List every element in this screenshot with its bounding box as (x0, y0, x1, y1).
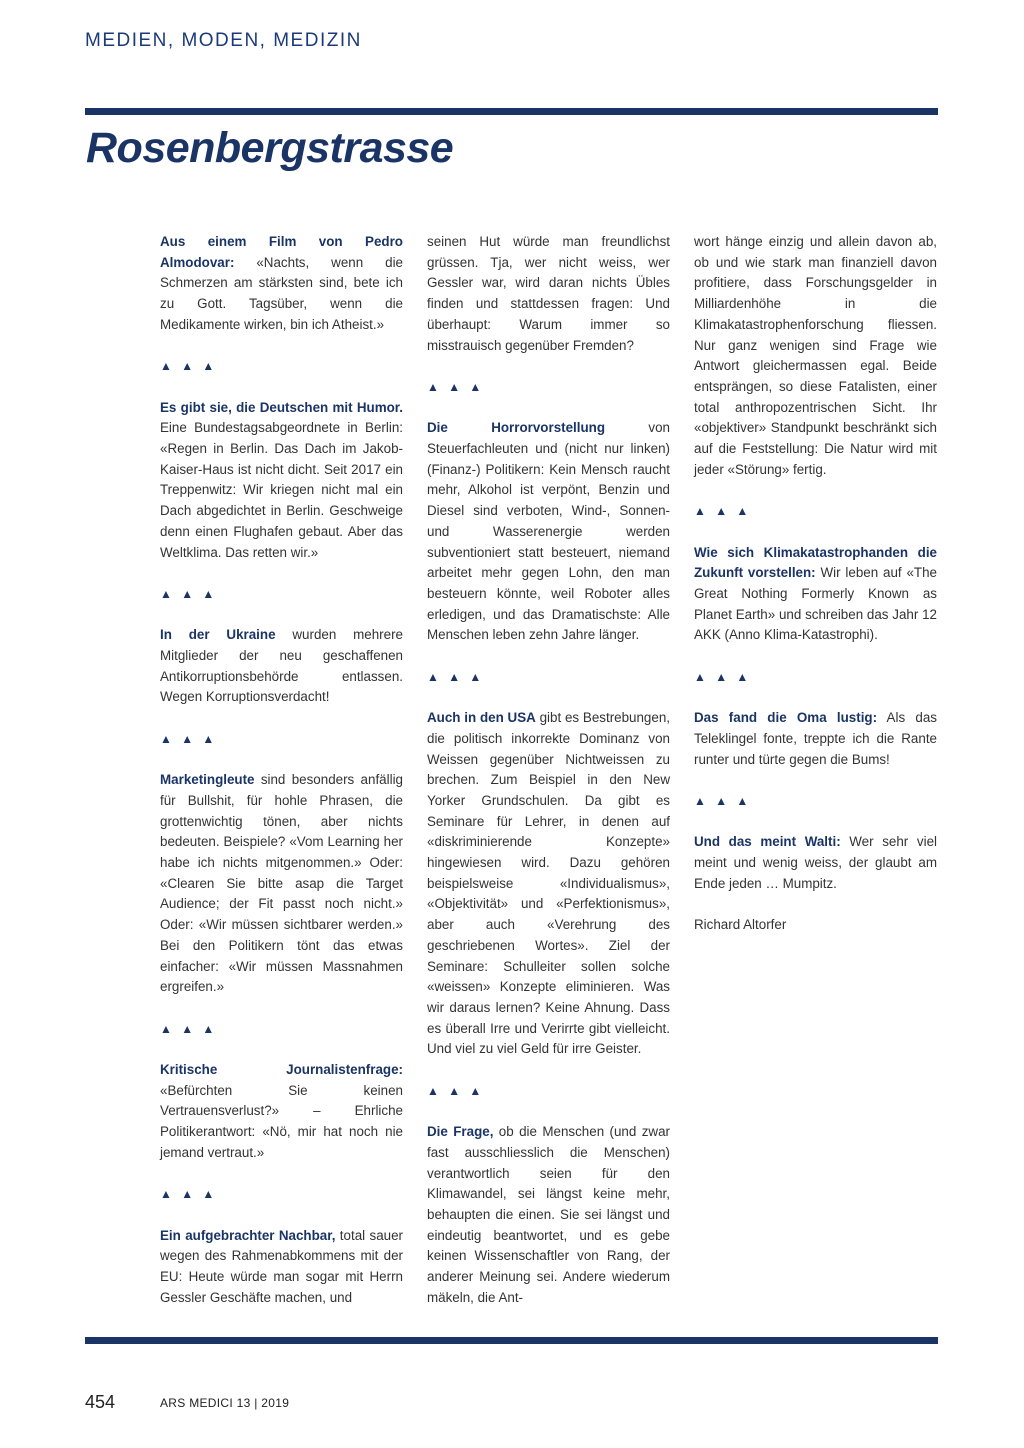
triangle-separator: ▲ ▲ ▲ (160, 1021, 218, 1036)
paragraph-text: Wir leben auf «The Great Nothing Formerly Known as Planet Earth» und schreiben das Jahr 12 AKK (Anno Klima-Katastrophi). (694, 565, 937, 643)
paragraph-lead: In der Ukraine (160, 627, 276, 643)
paragraph (694, 232, 937, 480)
top-rule (85, 108, 938, 115)
paragraph (160, 625, 403, 708)
paragraph (160, 770, 403, 998)
triangle-separator: ▲ ▲ ▲ (427, 669, 485, 684)
paragraph-lead: Und das meint Walti: (694, 834, 841, 850)
paragraph-text: sind besonders anfällig für Bullshit, für hohle Phrasen, die grottenwichtig tönen, aber nichts bedeuten. Beispiele? «Vom Learning her habe ich nichts mitgenommen.» Oder: «Clearen Sie bitte asap die Target Audience; der Fit passt noch nicht.» Oder: «Wir müssen sichtbarer werden.» Bei den Politikern tönt das etwas einfacher: «Wir müssen Massnahmen ergreifen.» (160, 772, 403, 995)
paragraph-text: wurden mehrere Mitglieder der neu geschaffenen Antikorruptionsbehörde entlassen. Wegen Korruptionsverdacht! (160, 627, 403, 705)
column-2 (427, 232, 670, 1329)
triangle-separator: ▲ ▲ ▲ (160, 359, 218, 374)
paragraph-text: «Nachts, wenn die Schmerzen am stärksten sind, bete ich zu Gott. Tagsüber, wenn die Medikamente wirken, bin ich Atheist.» (160, 254, 403, 332)
paragraph (160, 398, 403, 564)
paragraph-lead: Ein aufgebrachter Nachbar, (160, 1227, 336, 1243)
paragraph-lead: Das fand die Oma lustig: (694, 710, 878, 726)
paragraph (160, 1060, 403, 1164)
paragraph-lead: Kritische Journalistenfrage: (160, 1062, 403, 1077)
bottom-rule (85, 1337, 938, 1344)
triangle-separator: ▲ ▲ ▲ (427, 379, 485, 394)
paragraph-lead: Marketingleute (160, 772, 255, 788)
paragraph (694, 543, 937, 647)
paragraph (160, 1226, 403, 1309)
page-number: 454 (85, 1392, 116, 1412)
triangle-separator: ▲ ▲ ▲ (160, 1187, 218, 1202)
paragraph (160, 232, 403, 336)
triangle-separator: ▲ ▲ ▲ (694, 669, 752, 684)
paragraph-lead: Die Horrorvorstellung (427, 420, 606, 436)
paragraph-lead: Es gibt sie, die Deutschen mit Humor. (160, 399, 403, 415)
paragraph-text: total sauer wegen des Rahmenabkommens mit der EU: Heute würde man sogar mit Herrn Gessler Geschäfte machen, und (160, 1227, 403, 1305)
paragraph-text: gibt es Bestrebungen, die politisch inkorrekte Dominanz von Weissen gegenüber Nichtweissen zu brechen. Zum Beispiel in den New Yorker Grundschulen. Da gibt es Seminare für Lehrer, in denen auf «diskriminierende Konzepte» hingewiesen wird. Dazu gehören beispielsweise «Individualismus», «Objektivität» und «Perfektionismus», aber auch «Verehrung des geschriebenen Wortes». Ziel der Seminare: Schulleiter sollen solche «weissen» Konzepte eliminieren. Was wir daraus lernen? Keine Ahnung. Dass es überall Irre und Verirrte gibt vielleicht. Und viel zu viel Geld für irre Geister. (427, 710, 670, 1057)
paragraph-text: Als das Teleklingel fonte, treppte ich die Rante runter und türte gegen die Bums! (694, 710, 937, 767)
paragraph (427, 1122, 670, 1308)
triangle-separator: ▲ ▲ ▲ (694, 504, 752, 519)
paragraph (427, 418, 670, 646)
paragraph-lead: Auch in den USA (427, 710, 536, 726)
paragraph-text: «Befürchten Sie keinen Vertrauensverlust?» – Ehrliche Politikerantwort: «Nö, mir hat noch nie jemand vertraut.» (160, 1082, 403, 1160)
paragraph (694, 708, 937, 770)
page-title: Rosenbergstrasse (86, 124, 454, 172)
paragraph (694, 832, 937, 894)
triangle-separator: ▲ ▲ ▲ (160, 586, 218, 601)
paragraph (427, 232, 670, 356)
paragraph-text: wort hänge einzig und allein davon ab, ob und wie stark man finanziell davon profitiere, dass Forschungsgelder in Milliardenhöhe in die Klimakatastrophenforschung fliessen. Nur ganz wenigen sind Frage wie Antwort gleichermassen egal. Beide entsprängen, so diese Fatalisten, einer total anthropozentrischen Sicht. Ihr «objektiver» Standpunkt beschränkt sich auf die Feststellung: Die Natur wird mit jeder «Störung» fertig. (694, 234, 937, 477)
author-signature: Richard Altorfer (694, 917, 787, 933)
section-label: MEDIEN, MODEN, MEDIZIN (85, 30, 362, 51)
paragraph-lead: Wie sich Klimakatastrophanden die Zukunft vorstellen: (694, 544, 937, 581)
paragraph-lead: Aus einem Film von Pedro Almodovar: (160, 234, 403, 270)
paragraph-text: von Steuerfachleuten und (nicht nur linken) (Finanz-) Politikern: Kein Mensch raucht mehr, Alkohol ist verpönt, Benzin und Diesel sind verboten, Wind-, Sonnen- und Wasserenergie werden subventioniert statt besteuert, niemand arbeitet mehr gegen Lohn, den man besteuern könnte, weil Roboter alles erledigen, und das Dramatischste: Alle Menschen leben zehn Jahre länger. (427, 420, 670, 643)
paragraph-text: seinen Hut würde man freundlichst grüssen. Tja, wer nicht weiss, wer Gessler war, wird daran nichts Übles finden und stattdessen fragen: Und überhaupt: Warum immer so misstrauisch gegenüber Fremden? (427, 234, 670, 353)
journal-issue: ARS MEDICI 13 | 2019 (160, 1396, 290, 1410)
triangle-separator: ▲ ▲ ▲ (427, 1083, 485, 1098)
triangle-separator: ▲ ▲ ▲ (694, 793, 752, 808)
column-1 (160, 232, 403, 1329)
triangle-separator: ▲ ▲ ▲ (160, 731, 218, 746)
paragraph (427, 708, 670, 1060)
paragraph-text: ob die Menschen (und zwar fast ausschliesslich die Menschen) verantwortlich seien für den Klimawandel, sei längst keine mehr, behaupten die einen. Sie sei längst und eindeutig beantwortet, und es gebe keinen Wissenschaftler von Rang, der anderer Meinung sei. Andere wiederum mäkeln, die Ant- (427, 1124, 670, 1305)
paragraph-text: Wer sehr viel meint und wenig weiss, der glaubt am Ende jeden … Mumpitz. (694, 834, 937, 891)
column-3 (694, 232, 937, 956)
paragraph-text: Eine Bundestagsabgeordnete in Berlin: «Regen in Berlin. Das Dach im Jakob-Kaiser-Haus ist nicht dicht. Seit 2017 ein Treppenwitz: Wir kriegen nicht mal ein Dach abgedichtet in Berlin. Geschweige denn einen Flughafen gebaut. Aber das Weltklima. Das retten wir.» (160, 420, 403, 560)
paragraph-lead: Die Frage, (427, 1124, 494, 1140)
